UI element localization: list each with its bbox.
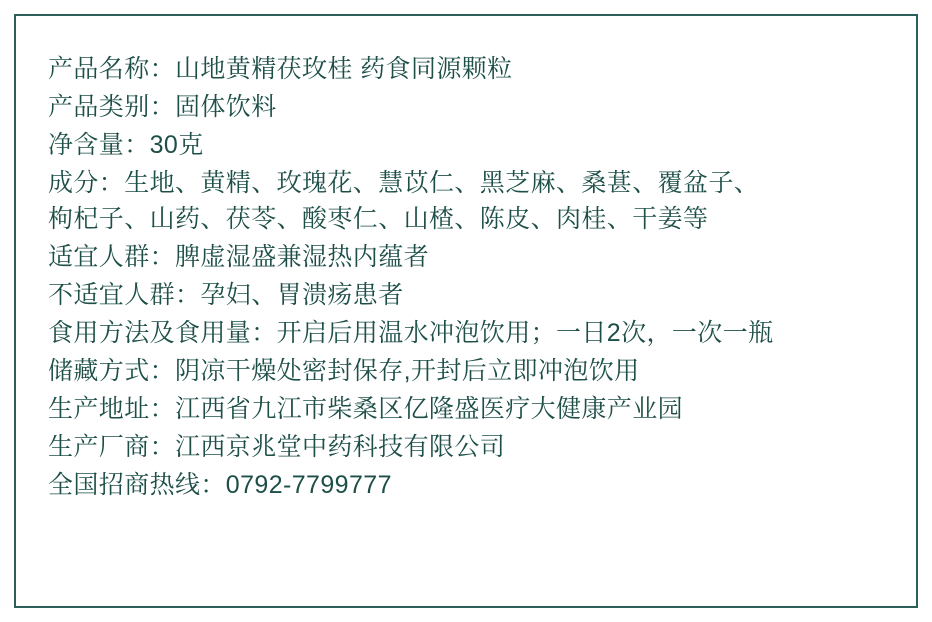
- spec-line-ingredients-continued: 枸杞子、山药、茯苓、酸枣仁、山楂、陈皮、肉桂、干姜等: [48, 205, 709, 233]
- spec-line-manufacturer: 生产厂商：江西京兆堂中药科技有限公司: [48, 433, 506, 461]
- spec-line-product-category: 产品类别：固体饮料: [48, 93, 277, 121]
- spec-line-net-content: 净含量：30克: [48, 131, 204, 159]
- spec-line-production-address: 生产地址：江西省九江市柴桑区亿隆盛医疗大健康产业园: [48, 395, 684, 423]
- spec-line-suitable-population: 适宜人群：脾虚湿盛兼湿热内蕴者: [48, 243, 430, 271]
- spec-line-usage-and-dosage: 食用方法及食用量：开启后用温水冲泡饮用；一日2次，一次一瓶: [48, 319, 774, 347]
- label-border-frame: [14, 14, 918, 608]
- spec-line-product-name: 产品名称：山地黄精茯玫桂 药食同源颗粒: [48, 55, 513, 83]
- spec-line-hotline: 全国招商热线：0792-7799777: [48, 471, 392, 499]
- spec-line-unsuitable-population: 不适宜人群：孕妇、胃溃疡患者: [48, 281, 404, 309]
- spec-line-storage: 储藏方式：阴凉干燥处密封保存,开封后立即冲泡饮用: [48, 357, 640, 385]
- spec-line-ingredients: 成分：生地、黄精、玫瑰花、慧苡仁、黑芝麻、桑葚、覆盆子、: [48, 169, 760, 197]
